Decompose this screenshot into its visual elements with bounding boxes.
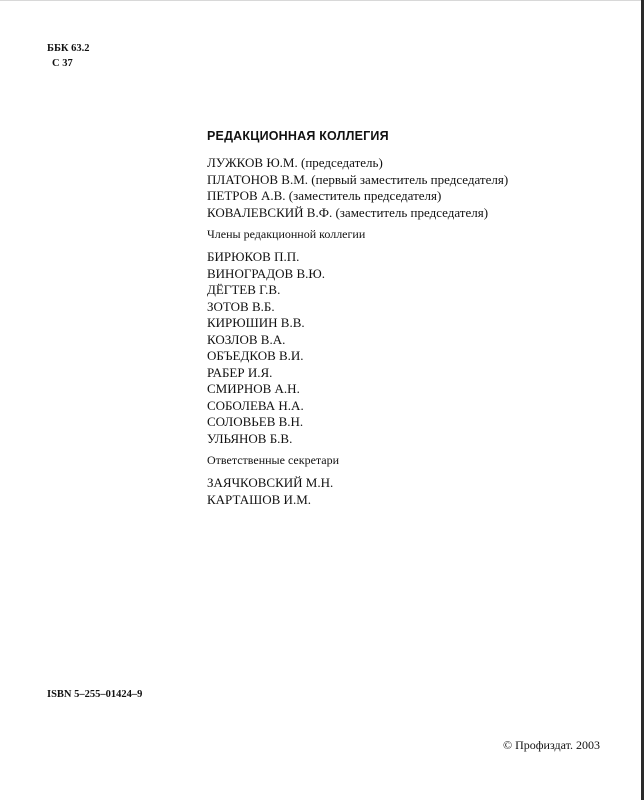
member-item: СОЛОВЬЕВ В.Н. [207,414,304,429]
member-item: СОБОЛЕВА Н.А. [207,397,304,413]
isbn-number: ISBN 5–255–01424–9 [47,689,143,700]
scan-edge-top [0,0,644,1]
leader-item: ПЛАТОНОВ В.М. (первый заместитель председателя) [207,171,509,187]
secretaries-label: Ответственные секретари [207,453,340,467]
member-item: РАБЕР И.Я. [207,364,273,380]
leader-item: ПЕТРОВ А.В. (заместитель председателя) [207,188,442,203]
member-item: ЗОТОВ В.Б. [207,298,275,314]
editorial-board [207,128,607,508]
author-mark-code: С 37 [52,58,73,69]
board-members [207,249,607,447]
board-leaders [207,155,607,221]
leader-item: КОВАЛЕВСКИЙ В.Ф. (заместитель председателя) [207,204,489,220]
member-item: ВИНОГРАДОВ В.Ю. [207,265,326,281]
secretary-item: ЗАЯЧКОВСКИЙ М.Н. [207,475,334,490]
board-secretaries [207,475,607,508]
members-label: Члены редакционной коллегии [207,227,366,241]
member-item: БИРЮКОВ П.П. [207,249,300,264]
copyright-notice: © Профиздат. 2003 [503,738,600,752]
secretary-item: КАРТАШОВ И.М. [207,491,311,507]
board-title: РЕДАКЦИОННАЯ КОЛЛЕГИЯ [207,129,389,143]
bbk-code: ББК 63.2 [47,43,90,54]
leader-item: ЛУЖКОВ Ю.М. (председатель) [207,155,383,170]
member-item: КОЗЛОВ В.А. [207,331,286,347]
member-item: УЛЬЯНОВ Б.В. [207,430,293,446]
member-item: ДЁГТЕВ Г.В. [207,282,281,297]
member-item: КИРЮШИН В.В. [207,315,305,330]
member-item: ОБЪЕДКОВ В.И. [207,348,304,363]
member-item: СМИРНОВ А.Н. [207,381,300,396]
